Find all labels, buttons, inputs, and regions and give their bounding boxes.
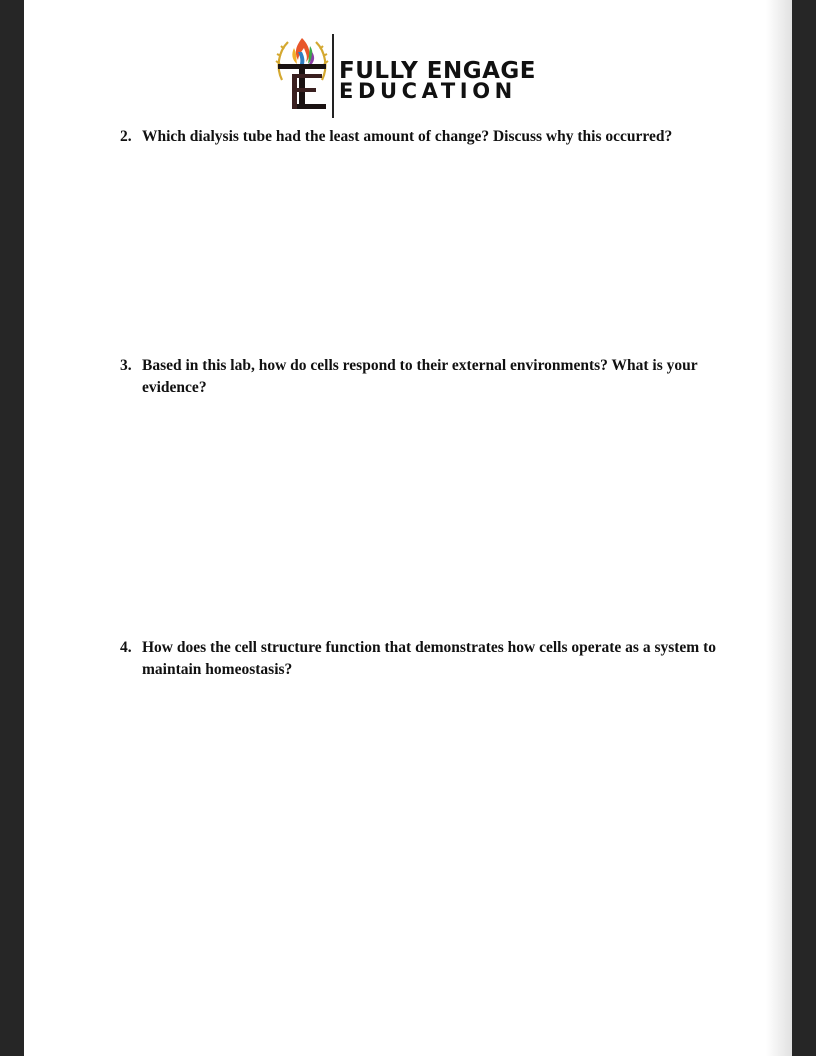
logo-line-1: FULLY ENGAGE [339, 58, 537, 84]
question-number: 3. [120, 357, 132, 374]
question-text: How does the cell structure function that demonstrates how cells operate as a system to maintain homeostasis? [142, 639, 716, 678]
page-edge-shadow [766, 0, 792, 1056]
logo-line-2: EDUCATION [339, 79, 517, 103]
logo-wordmark [339, 60, 536, 102]
question-text: Based in this lab, how do cells respond to their external environments? What is your evidence? [142, 357, 698, 396]
question-text: Which dialysis tube had the least amount of change? Discuss why this occurred? [142, 128, 673, 145]
question-4 [120, 637, 720, 681]
document-page[interactable] [24, 0, 792, 1056]
question-number: 2. [120, 128, 132, 145]
logo [272, 30, 542, 120]
question-2 [120, 126, 720, 148]
question-3 [120, 355, 720, 399]
fully-engage-logo-icon [272, 34, 332, 110]
logo-divider [332, 34, 334, 118]
question-number: 4. [120, 639, 132, 656]
